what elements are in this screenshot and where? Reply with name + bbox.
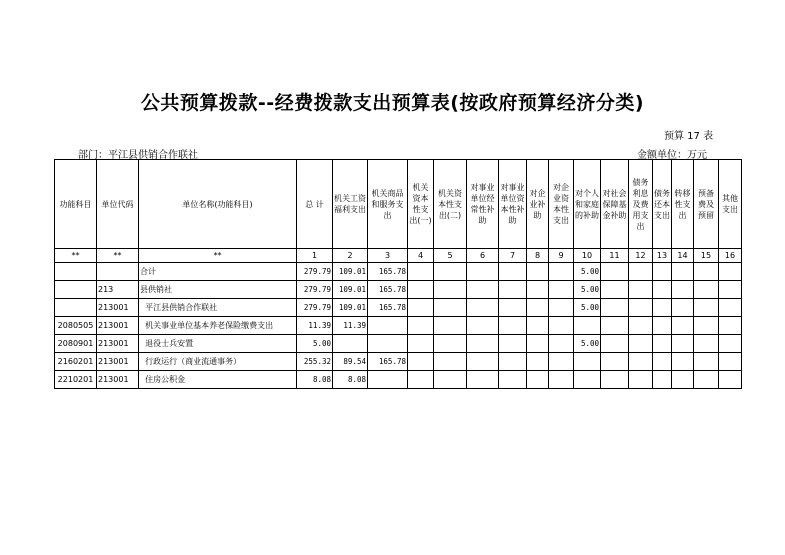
index-cell: 7	[499, 249, 527, 263]
index-cell: **	[55, 249, 97, 263]
empty-cell	[694, 335, 719, 353]
cell-total: 279.79	[297, 263, 333, 281]
empty-cell	[499, 299, 527, 317]
empty-cell	[601, 263, 629, 281]
empty-cell	[434, 335, 467, 353]
cell-name: 退役士兵安置	[139, 335, 297, 353]
cell-wage: 89.54	[333, 353, 368, 371]
index-cell: 6	[467, 249, 499, 263]
index-cell: 2	[333, 249, 368, 263]
cell-personal	[574, 353, 601, 371]
column-header: 转移性支出	[672, 160, 694, 249]
cell-wage: 109.01	[333, 281, 368, 299]
cell-code: 213	[97, 281, 139, 299]
empty-cell	[629, 353, 653, 371]
index-cell: **	[97, 249, 139, 263]
column-header: 债务利息及费用支出	[629, 160, 653, 249]
column-header: 对个人和家庭的补助	[574, 160, 601, 249]
empty-cell	[672, 371, 694, 389]
table-row	[55, 281, 742, 299]
cell-goods: 165.78	[368, 299, 408, 317]
empty-cell	[434, 371, 467, 389]
empty-cell	[527, 317, 549, 335]
cell-personal	[574, 371, 601, 389]
cell-personal: 5.00	[574, 281, 601, 299]
empty-cell	[408, 335, 434, 353]
empty-cell	[549, 317, 574, 335]
cell-code: 213001	[97, 317, 139, 335]
table-row	[55, 263, 742, 281]
empty-cell	[434, 317, 467, 335]
cell-goods	[368, 317, 408, 335]
empty-cell	[549, 281, 574, 299]
empty-cell	[719, 263, 742, 281]
empty-cell	[499, 281, 527, 299]
empty-cell	[653, 263, 672, 281]
column-header: 机关商品和服务支出	[368, 160, 408, 249]
empty-cell	[629, 317, 653, 335]
empty-cell	[434, 299, 467, 317]
cell-personal	[574, 317, 601, 335]
empty-cell	[467, 263, 499, 281]
empty-cell	[629, 281, 653, 299]
table-row	[55, 317, 742, 335]
cell-goods: 165.78	[368, 263, 408, 281]
table-row	[55, 335, 742, 353]
empty-cell	[601, 299, 629, 317]
empty-cell	[672, 353, 694, 371]
table-row	[55, 353, 742, 371]
empty-cell	[672, 281, 694, 299]
column-header: 债务还本支出	[653, 160, 672, 249]
empty-cell	[408, 317, 434, 335]
table-row	[55, 299, 742, 317]
empty-cell	[408, 263, 434, 281]
column-header: 对企业补助	[527, 160, 549, 249]
amount-unit-label: 金额单位：万元	[637, 150, 707, 161]
empty-cell	[672, 263, 694, 281]
empty-cell	[672, 299, 694, 317]
cell-goods: 165.78	[368, 353, 408, 371]
empty-cell	[601, 353, 629, 371]
empty-cell	[549, 353, 574, 371]
column-header: 预备费及预留	[694, 160, 719, 249]
cell-name: 平江县供销合作联社	[139, 299, 297, 317]
empty-cell	[527, 299, 549, 317]
empty-cell	[719, 299, 742, 317]
column-header: 单位名称(功能科目)	[139, 160, 297, 249]
cell-code: 213001	[97, 353, 139, 371]
empty-cell	[653, 299, 672, 317]
empty-cell	[653, 317, 672, 335]
empty-cell	[653, 281, 672, 299]
empty-cell	[467, 281, 499, 299]
cell-goods: 165.78	[368, 281, 408, 299]
empty-cell	[527, 353, 549, 371]
cell-code: 213001	[97, 371, 139, 389]
empty-cell	[694, 371, 719, 389]
empty-cell	[601, 335, 629, 353]
empty-cell	[719, 371, 742, 389]
cell-goods	[368, 335, 408, 353]
table-row	[55, 371, 742, 389]
empty-cell	[434, 263, 467, 281]
cell-name: 机关事业单位基本养老保险缴费支出	[139, 317, 297, 335]
column-header: 机关资本性支出(一)	[408, 160, 434, 249]
empty-cell	[653, 371, 672, 389]
index-cell: 13	[653, 249, 672, 263]
column-header: 机关资本性支出(二)	[434, 160, 467, 249]
cell-code: 213001	[97, 299, 139, 317]
index-cell: 14	[672, 249, 694, 263]
cell-total: 8.08	[297, 371, 333, 389]
column-header: 其他支出	[719, 160, 742, 249]
empty-cell	[467, 317, 499, 335]
column-header: 对企业资本性支出	[549, 160, 574, 249]
column-header: 对事业单位经常性补助	[467, 160, 499, 249]
column-header: 对社会保障基金补助	[601, 160, 629, 249]
empty-cell	[694, 353, 719, 371]
empty-cell	[719, 317, 742, 335]
empty-cell	[527, 371, 549, 389]
empty-cell	[672, 317, 694, 335]
index-cell: 10	[574, 249, 601, 263]
empty-cell	[601, 371, 629, 389]
empty-cell	[694, 317, 719, 335]
empty-cell	[694, 299, 719, 317]
cell-personal: 5.00	[574, 335, 601, 353]
cell-func	[55, 281, 97, 299]
empty-cell	[719, 353, 742, 371]
budget-table	[54, 159, 742, 389]
empty-cell	[653, 335, 672, 353]
department-label: 部门：平江县供销合作联社	[78, 150, 198, 161]
cell-name: 县供销社	[139, 281, 297, 299]
index-cell: 3	[368, 249, 408, 263]
column-header: 总 计	[297, 160, 333, 249]
cell-total: 279.79	[297, 281, 333, 299]
cell-code: 213001	[97, 335, 139, 353]
cell-func: 2160201	[55, 353, 97, 371]
empty-cell	[549, 299, 574, 317]
index-cell: 9	[549, 249, 574, 263]
cell-personal: 5.00	[574, 299, 601, 317]
empty-cell	[467, 353, 499, 371]
index-cell: 5	[434, 249, 467, 263]
empty-cell	[601, 281, 629, 299]
header-row	[55, 160, 742, 249]
cell-func: 2210201	[55, 371, 97, 389]
empty-cell	[499, 353, 527, 371]
empty-cell	[408, 299, 434, 317]
cell-wage	[333, 335, 368, 353]
empty-cell	[467, 371, 499, 389]
cell-total: 5.00	[297, 335, 333, 353]
empty-cell	[629, 263, 653, 281]
empty-cell	[434, 281, 467, 299]
empty-cell	[408, 371, 434, 389]
empty-cell	[629, 371, 653, 389]
empty-cell	[499, 335, 527, 353]
index-cell: 8	[527, 249, 549, 263]
cell-wage: 8.08	[333, 371, 368, 389]
cell-wage: 109.01	[333, 263, 368, 281]
cell-total: 255.32	[297, 353, 333, 371]
empty-cell	[527, 335, 549, 353]
empty-cell	[434, 353, 467, 371]
column-header: 功能科目	[55, 160, 97, 249]
index-cell: 11	[601, 249, 629, 263]
column-header: 机关工资福利支出	[333, 160, 368, 249]
empty-cell	[719, 335, 742, 353]
cell-total: 11.39	[297, 317, 333, 335]
empty-cell	[467, 335, 499, 353]
empty-cell	[499, 263, 527, 281]
index-cell: **	[139, 249, 297, 263]
cell-total: 279.79	[297, 299, 333, 317]
empty-cell	[549, 335, 574, 353]
cell-name: 住房公积金	[139, 371, 297, 389]
empty-cell	[408, 281, 434, 299]
sheet-number: 预算 17 表	[664, 131, 714, 142]
cell-name: 合计	[139, 263, 297, 281]
empty-cell	[601, 317, 629, 335]
index-cell: 15	[694, 249, 719, 263]
empty-cell	[694, 263, 719, 281]
empty-cell	[549, 371, 574, 389]
page-title: 公共预算拨款--经费拨款支出预算表(按政府预算经济分类)	[140, 92, 645, 114]
empty-cell	[629, 299, 653, 317]
empty-cell	[499, 317, 527, 335]
index-cell: 4	[408, 249, 434, 263]
empty-cell	[527, 263, 549, 281]
cell-func	[55, 299, 97, 317]
empty-cell	[694, 281, 719, 299]
cell-code	[97, 263, 139, 281]
empty-cell	[653, 353, 672, 371]
cell-goods	[368, 371, 408, 389]
cell-personal: 5.00	[574, 263, 601, 281]
empty-cell	[549, 263, 574, 281]
column-header: 单位代码	[97, 160, 139, 249]
empty-cell	[408, 353, 434, 371]
cell-func: 2080505	[55, 317, 97, 335]
cell-func: 2080901	[55, 335, 97, 353]
empty-cell	[527, 281, 549, 299]
cell-func	[55, 263, 97, 281]
cell-wage: 11.39	[333, 317, 368, 335]
empty-cell	[467, 299, 499, 317]
index-cell: 12	[629, 249, 653, 263]
cell-wage: 109.01	[333, 299, 368, 317]
empty-cell	[629, 335, 653, 353]
empty-cell	[719, 281, 742, 299]
column-header: 对事业单位资本性补助	[499, 160, 527, 249]
cell-name: 行政运行（商业流通事务）	[139, 353, 297, 371]
index-cell: 16	[719, 249, 742, 263]
empty-cell	[499, 371, 527, 389]
index-cell: 1	[297, 249, 333, 263]
empty-cell	[672, 335, 694, 353]
index-row	[55, 249, 742, 263]
